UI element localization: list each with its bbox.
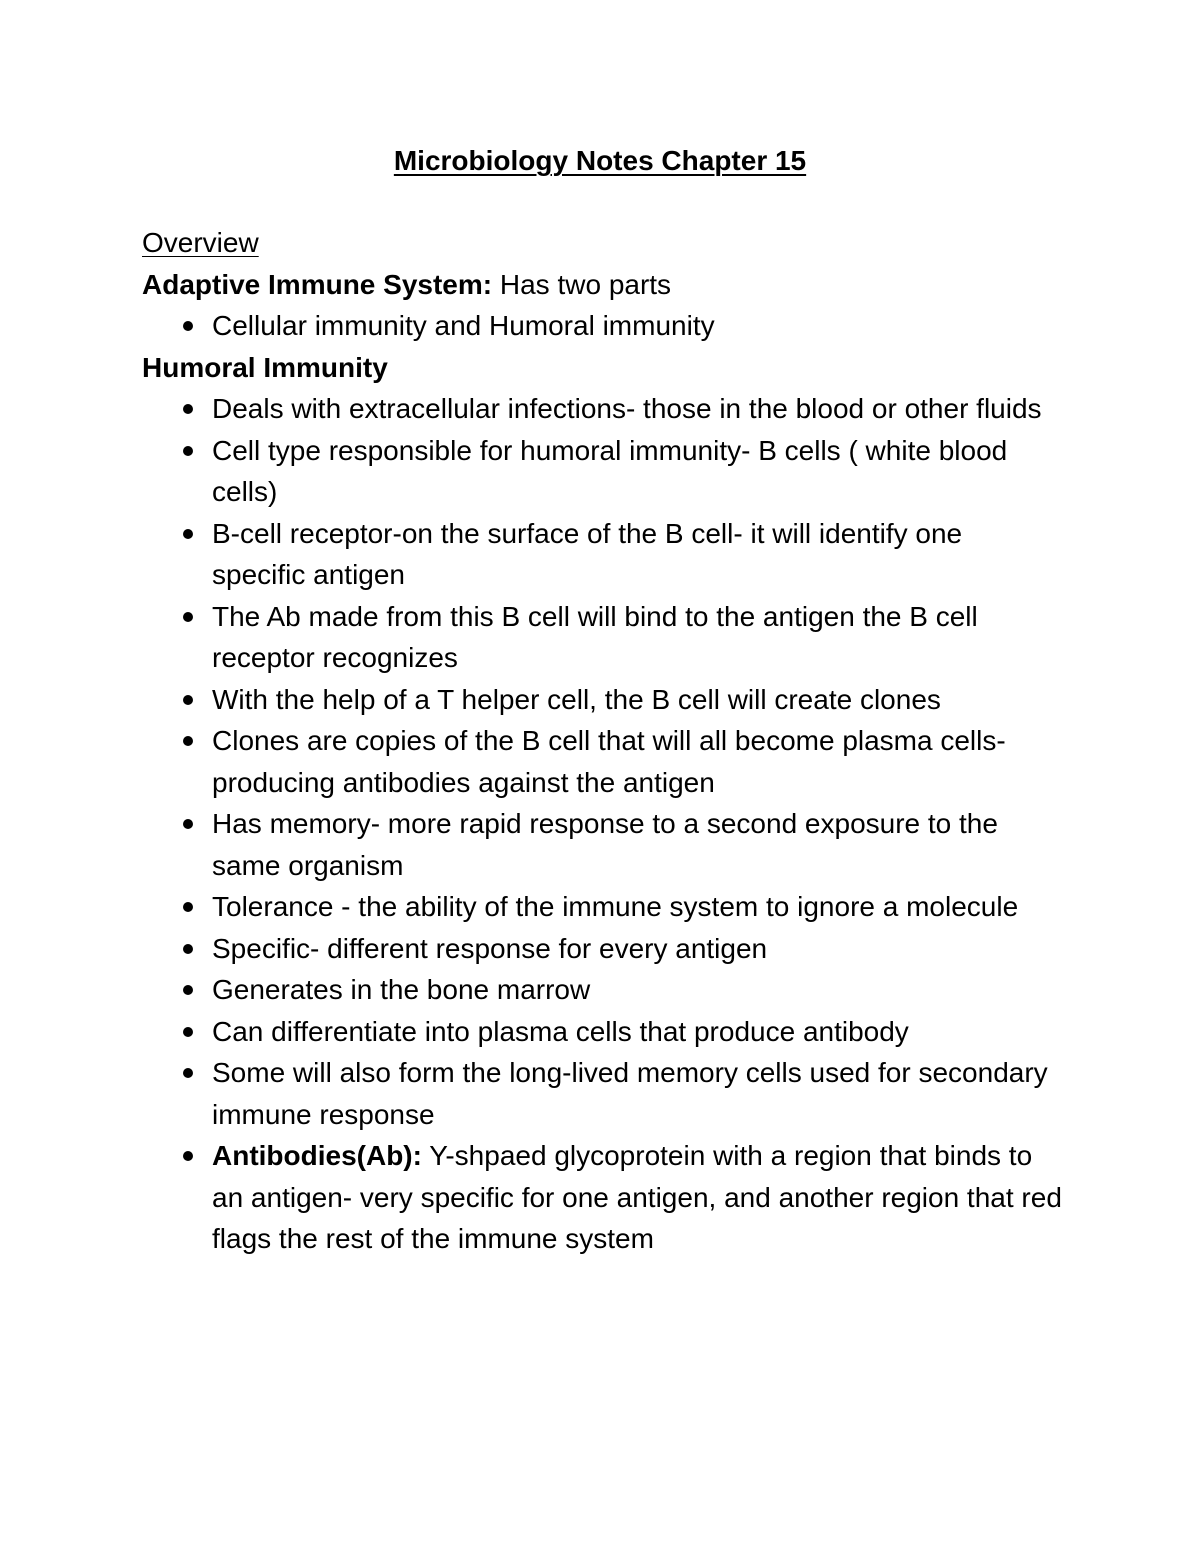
bullet-dot-icon	[183, 446, 193, 456]
adaptive-immune-system-term: Adaptive Immune System:	[142, 268, 493, 300]
antibodies-description: Y-shpaed glycoprotein with a region that binds to an antigen- very specific for one antigen, and another region that red flags the rest of the immune system	[212, 1140, 1062, 1254]
list-item-text: Can differentiate into plasma cells that produce antibody	[212, 1015, 909, 1047]
document-title: Microbiology Notes Chapter 15	[393, 145, 807, 176]
list-item	[142, 928, 1072, 970]
list-item-text: Cellular immunity and Humoral immunity	[212, 310, 715, 341]
list-item-text: With the help of a T helper cell, the B cell will create clones	[212, 683, 941, 715]
bullet-dot-icon	[183, 1068, 193, 1078]
humoral-immunity-heading: Humoral Immunity	[142, 351, 388, 383]
list-item-text: Cell type responsible for humoral immunity- B cells ( white blood cells)	[212, 434, 1008, 507]
list-item-text: Tolerance - the ability of the immune system to ignore a molecule	[212, 891, 1019, 922]
list-item-text: Deals with extracellular infections- those in the blood or other fluids	[212, 393, 1042, 424]
list-item	[142, 388, 1072, 430]
list-item-text: B-cell receptor-on the surface of the B cell- it will identify one specific antigen	[212, 517, 963, 590]
list-item-text: Some will also form the long-lived memory cells used for secondary immune response	[212, 1057, 1048, 1130]
document-body	[142, 222, 1072, 1260]
list-item	[142, 969, 1072, 1011]
list-item-text: Specific- different response for every antigen	[212, 932, 768, 964]
bullet-dot-icon	[183, 944, 193, 954]
humoral-bullet-list	[142, 388, 1072, 1260]
list-item-text: Clones are copies of the B cell that will all become plasma cells- producing antibodies against the antigen	[212, 725, 1006, 798]
list-item	[142, 1011, 1072, 1053]
list-item	[142, 1052, 1072, 1135]
list-item-text: Generates in the bone marrow	[212, 974, 591, 1005]
adaptive-bullet-list	[142, 305, 1072, 347]
bullet-dot-icon	[183, 819, 193, 829]
list-item	[142, 886, 1072, 928]
list-item	[142, 596, 1072, 679]
bullet-dot-icon	[183, 404, 193, 414]
list-item-text	[212, 1135, 1062, 1260]
list-item-text: Has memory- more rapid response to a second exposure to the same organism	[212, 808, 998, 881]
antibodies-term: Antibodies(Ab):	[212, 1140, 422, 1171]
overview-label: Overview	[142, 227, 259, 258]
list-item	[142, 513, 1072, 596]
adaptive-immune-system-description: Has two parts	[492, 268, 672, 300]
bullet-dot-icon	[183, 902, 193, 912]
list-item	[142, 679, 1072, 721]
bullet-dot-icon	[183, 985, 193, 995]
adaptive-immune-system-line	[142, 264, 1072, 306]
bullet-dot-icon	[183, 736, 193, 746]
bullet-dot-icon	[183, 612, 193, 622]
bullet-dot-icon	[183, 695, 193, 705]
list-item	[142, 803, 1072, 886]
list-item-antibodies	[142, 1135, 1072, 1260]
bullet-dot-icon	[183, 529, 193, 539]
bullet-dot-icon	[183, 1027, 193, 1037]
list-item	[142, 305, 1072, 347]
list-item	[142, 430, 1072, 513]
list-item	[142, 720, 1072, 803]
list-item-text: The Ab made from this B cell will bind to the antigen the B cell receptor recognizes	[212, 600, 978, 673]
bullet-dot-icon	[183, 1151, 193, 1161]
bullet-dot-icon	[183, 321, 193, 331]
